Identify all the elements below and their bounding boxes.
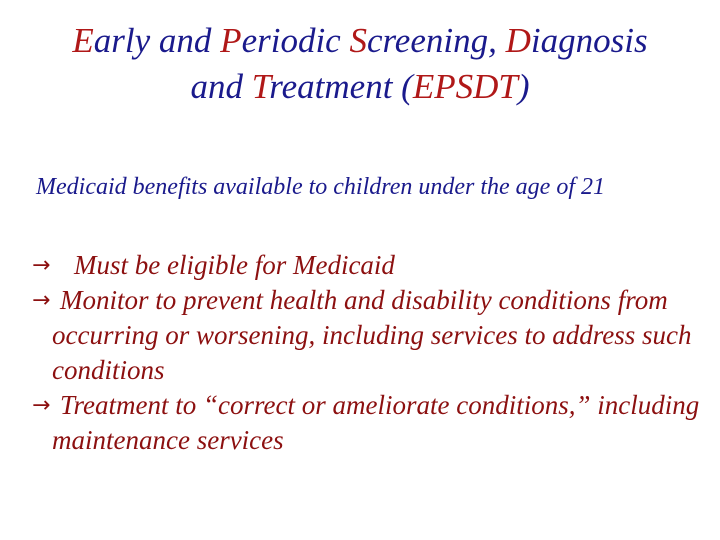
title-acronym: EPSDT bbox=[412, 67, 518, 106]
title-word: eriodic bbox=[241, 21, 350, 60]
right-arrow-icon: → bbox=[32, 288, 51, 313]
title-initial: D bbox=[505, 21, 531, 60]
title-initial: S bbox=[349, 21, 367, 60]
bullet-text: Monitor to prevent health and disability conditions from occurring or worsening, including services to address such conditions bbox=[52, 285, 692, 385]
title-word: reatment ( bbox=[269, 67, 413, 106]
title-word: creening, bbox=[366, 21, 506, 60]
right-arrow-icon: → bbox=[32, 393, 51, 418]
bullet-item bbox=[32, 388, 712, 458]
title-line-1 bbox=[0, 18, 720, 64]
title-word: ) bbox=[517, 67, 530, 106]
right-arrow-icon: → bbox=[32, 253, 51, 278]
title-initial: E bbox=[72, 21, 94, 60]
title-word: and bbox=[190, 67, 252, 106]
title-word: arly and bbox=[93, 21, 221, 60]
title-initial: T bbox=[251, 67, 270, 106]
bullet-item bbox=[32, 248, 712, 283]
bullet-text: Must be eligible for Medicaid bbox=[74, 250, 395, 280]
title-word: iagnosis bbox=[530, 21, 648, 60]
bullet-list bbox=[32, 248, 712, 458]
slide-subtitle: Medicaid benefits available to children under the age of 21 bbox=[36, 174, 605, 200]
title-initial: P bbox=[220, 21, 242, 60]
bullet-item bbox=[32, 283, 712, 388]
bullet-text: Treatment to “correct or ameliorate conditions,” including maintenance services bbox=[52, 390, 700, 455]
title-line-2 bbox=[0, 64, 720, 110]
slide-title bbox=[0, 18, 720, 110]
